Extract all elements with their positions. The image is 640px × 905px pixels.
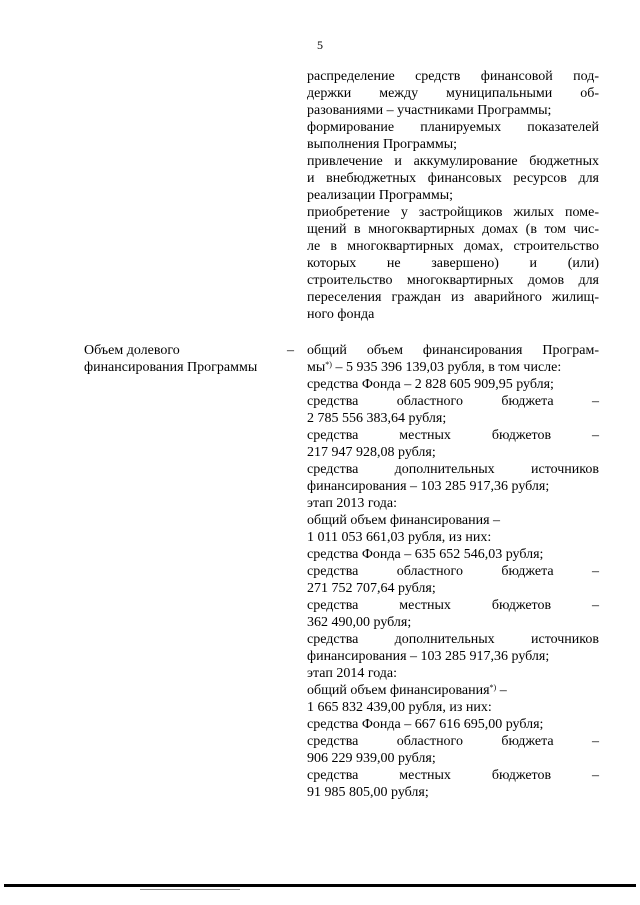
text-line: 1 665 832 439,00 рубля, из них: (307, 700, 492, 715)
text-line: средства дополнительных источников (307, 462, 599, 477)
text-line: приобретение у застройщиков жилых поме- (307, 205, 599, 220)
funding-volume-label (84, 342, 284, 376)
text-line: держки между муниципальными об- (307, 86, 599, 101)
label-dash: – (287, 343, 294, 358)
text-line: щений в многоквартирных домах (в том чис- (307, 222, 599, 237)
text-line: финансирования – 103 285 917,36 рубля; (307, 479, 550, 494)
text-line: реализации Программы; (307, 188, 454, 203)
text-line: 217 947 928,08 рубля; (307, 445, 436, 460)
text-line: средства местных бюджетов – (307, 598, 599, 613)
text-line: которых не завершено) и (или) (307, 256, 599, 271)
text-line: этап 2013 года: (307, 496, 398, 511)
text-fragment: мы (307, 360, 326, 375)
funding-details-a (307, 376, 599, 682)
text-line: ле в многоквартирных домах, строительство (307, 239, 599, 254)
text-line (307, 682, 599, 699)
text-line: 91 985 805,00 рубля; (307, 785, 429, 800)
text-line: средства местных бюджетов – (307, 428, 599, 443)
text-line: формирование планируемых показателей (307, 120, 599, 135)
text-line: средства Фонда – 2 828 605 909,95 рубля; (307, 377, 554, 392)
program-tasks-text (307, 68, 599, 323)
bottom-rule (4, 884, 636, 887)
text-line (307, 359, 599, 376)
text-line: выполнения Программы; (307, 137, 458, 152)
text-line: средства Фонда – 667 616 695,00 рубля; (307, 717, 544, 732)
text-line: ного фонда (307, 307, 375, 322)
text-line: разованиями – участниками Программы; (307, 103, 552, 118)
text-line: общий объем финансирования – (307, 513, 501, 528)
text-line: строительство многоквартирных домов для (307, 273, 599, 288)
text-fragment: – 5 935 396 139,03 рубля, в том числе: (331, 360, 562, 375)
text-line: 2 785 556 383,64 рубля; (307, 411, 447, 426)
text-line: средства местных бюджетов – (307, 768, 599, 783)
text-line: средства областного бюджета – (307, 564, 599, 579)
bottom-rule-thin (140, 889, 240, 890)
footnote-mark: *) (325, 360, 332, 369)
text-fragment: – (496, 683, 507, 698)
text-line: средства областного бюджета – (307, 394, 599, 409)
text-fragment: общий объем финансирования (307, 683, 490, 698)
text-line: 271 752 707,64 рубля; (307, 581, 436, 596)
funding-label-line: Объем долевого (84, 343, 180, 358)
text-line: средства Фонда – 635 652 546,03 рубля; (307, 547, 544, 562)
text-line: средства дополнительных источников (307, 632, 599, 647)
text-line: 362 490,00 рубля; (307, 615, 412, 630)
footnote-mark: *) (489, 683, 497, 692)
text-line: этап 2014 года: (307, 666, 398, 681)
text-line: и внебюджетных финансовых ресурсов для (307, 171, 599, 186)
funding-label-line: финансирования Программы (84, 360, 258, 375)
funding-details-b (307, 699, 599, 801)
page-number: 5 (317, 38, 323, 52)
text-line: 906 229 939,00 рубля; (307, 751, 436, 766)
text-line: переселения граждан из аварийного жилищ- (307, 290, 599, 305)
text-line: финансирования – 103 285 917,36 рубля; (307, 649, 550, 664)
text-line: общий объем финансирования Програм- (307, 343, 599, 358)
text-line: средства областного бюджета – (307, 734, 599, 749)
text-line: распределение средств финансовой под- (307, 69, 599, 84)
text-line: 1 011 053 661,03 рубля, из них: (307, 530, 492, 545)
text-line: привлечение и аккумулирование бюджетных (307, 154, 599, 169)
funding-volume-text (307, 342, 599, 801)
